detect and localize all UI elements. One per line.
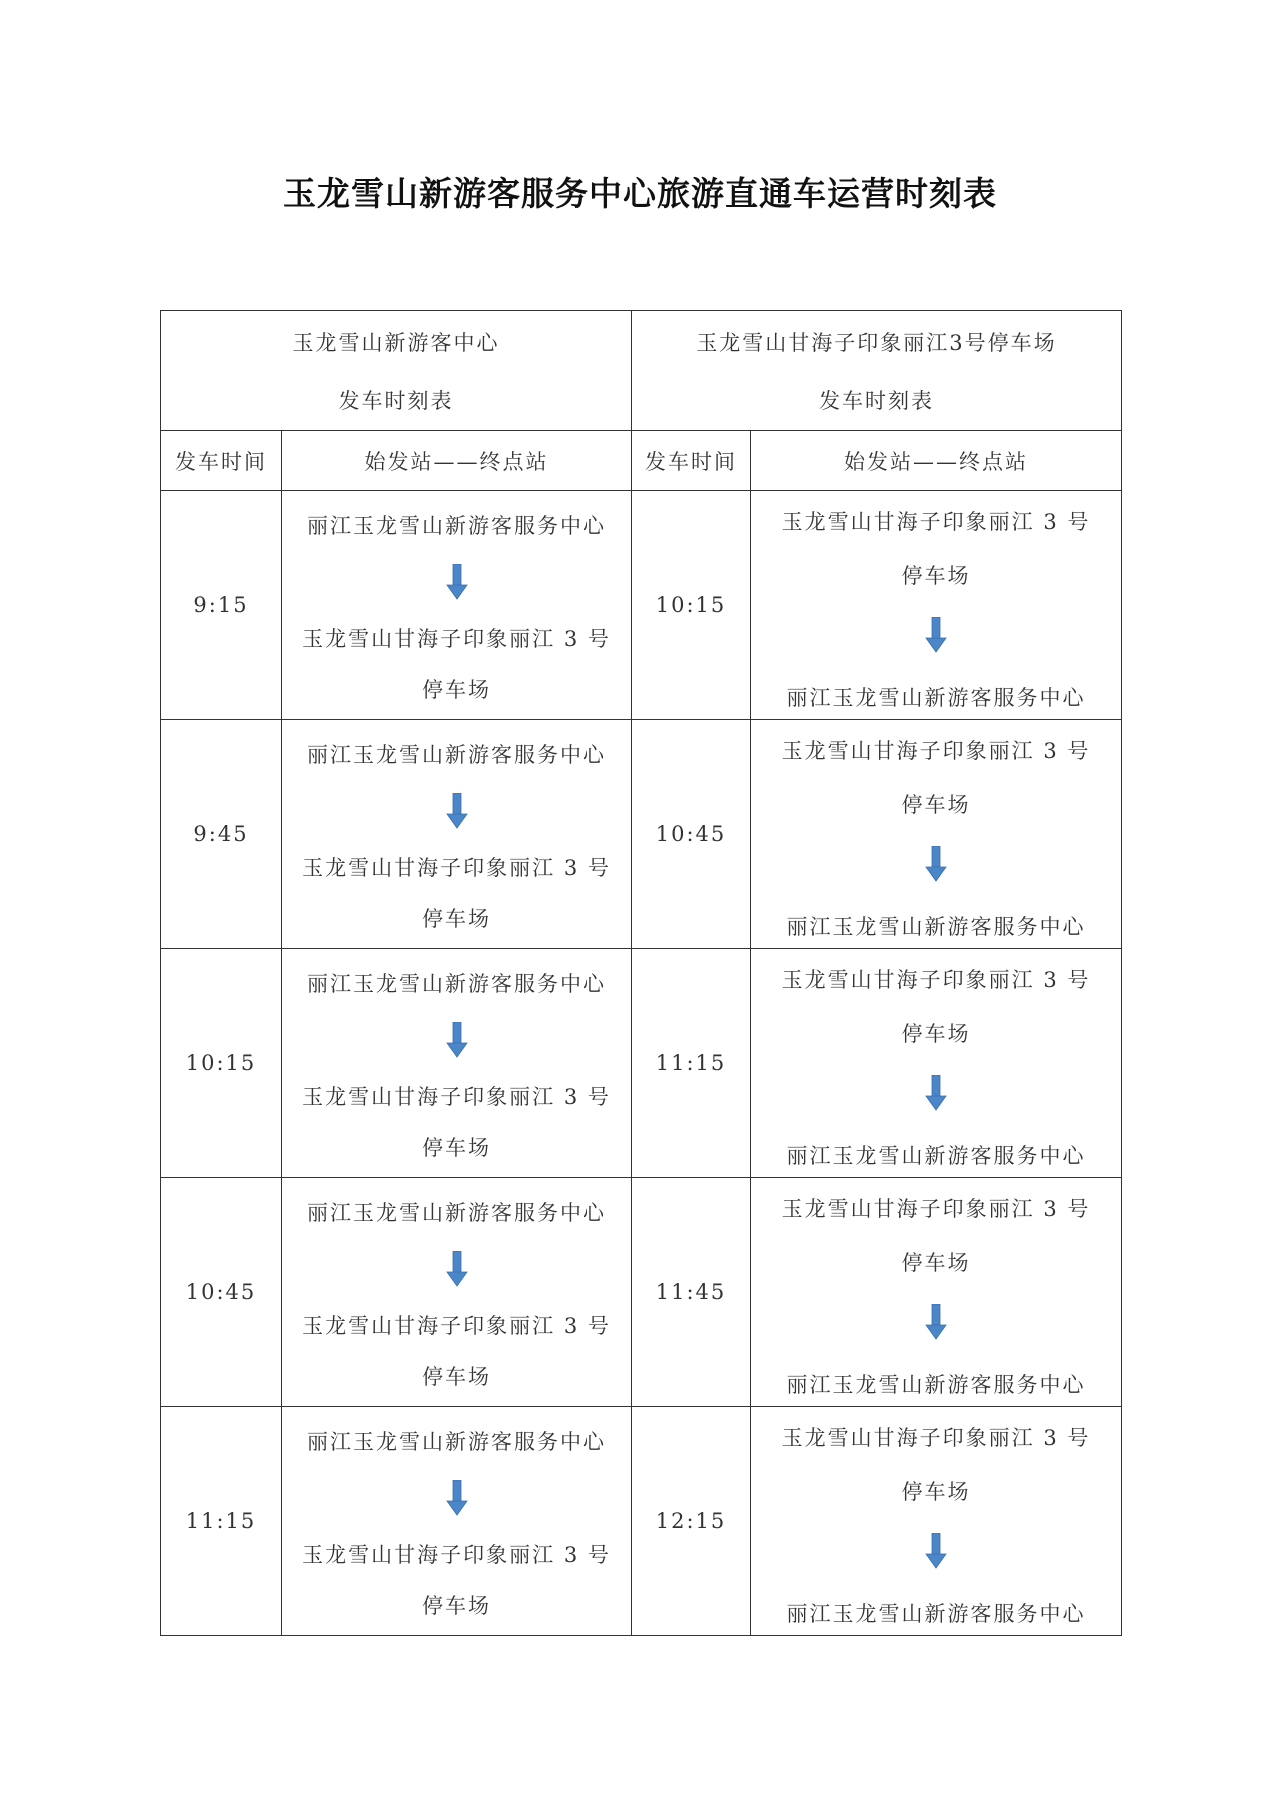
- route-origin-line2: 停车场: [901, 793, 971, 817]
- route-origin-line1: 玉龙雪山甘海子印象丽江 3 号: [781, 1426, 1091, 1450]
- route-destination: 丽江玉龙雪山新游客服务中心: [786, 686, 1086, 710]
- column-header-right-route: 始发站——终点站: [751, 431, 1122, 491]
- right-route-cell: [751, 949, 1122, 1178]
- down-arrow-icon: [925, 1075, 947, 1111]
- right-route-cell: [751, 720, 1122, 949]
- down-arrow-icon: [925, 1533, 947, 1569]
- table-row: [161, 720, 1122, 949]
- right-departure-time: 10:15: [632, 491, 751, 720]
- down-arrow-icon: [925, 1304, 947, 1340]
- left-station-header: [161, 311, 632, 431]
- column-header-right-time: 发车时间: [632, 431, 751, 491]
- route-origin-line1: 玉龙雪山甘海子印象丽江 3 号: [781, 968, 1091, 992]
- left-departure-time: 11:15: [161, 1407, 282, 1636]
- route-origin: 丽江玉龙雪山新游客服务中心: [307, 514, 606, 538]
- table-row: [161, 1407, 1122, 1636]
- right-departure-time: 10:45: [632, 720, 751, 949]
- route-destination-line2: 停车场: [422, 1593, 491, 1618]
- left-departure-time: 10:15: [161, 949, 282, 1178]
- left-departure-time: 9:15: [161, 491, 282, 720]
- route-destination-line1: 玉龙雪山甘海子印象丽江 3 号: [302, 1542, 611, 1567]
- left-route-cell: [282, 1407, 632, 1636]
- timetable: [160, 310, 1122, 1636]
- route-destination-line2: 停车场: [422, 1364, 491, 1389]
- route-origin: 丽江玉龙雪山新游客服务中心: [307, 743, 606, 767]
- down-arrow-icon: [446, 793, 468, 829]
- route-origin-line2: 停车场: [901, 1480, 971, 1504]
- down-arrow-icon: [925, 846, 947, 882]
- route-destination: 丽江玉龙雪山新游客服务中心: [786, 1602, 1086, 1626]
- route-destination-line2: 停车场: [422, 677, 491, 702]
- right-departure-time: 11:45: [632, 1178, 751, 1407]
- route-destination: 丽江玉龙雪山新游客服务中心: [786, 915, 1086, 939]
- route-destination-line1: 玉龙雪山甘海子印象丽江 3 号: [302, 1084, 611, 1109]
- route-destination: 丽江玉龙雪山新游客服务中心: [786, 1144, 1086, 1168]
- down-arrow-icon: [446, 1022, 468, 1058]
- right-station-name: 玉龙雪山甘海子印象丽江3号停车场: [696, 330, 1057, 355]
- table-row: [161, 949, 1122, 1178]
- route-origin: 丽江玉龙雪山新游客服务中心: [307, 1430, 606, 1454]
- right-station-header: [632, 311, 1122, 431]
- column-header-left-route: 始发站——终点站: [282, 431, 632, 491]
- route-destination-line1: 玉龙雪山甘海子印象丽江 3 号: [302, 1313, 611, 1338]
- down-arrow-icon: [446, 564, 468, 600]
- route-destination-line1: 玉龙雪山甘海子印象丽江 3 号: [302, 626, 611, 651]
- left-departure-time: 9:45: [161, 720, 282, 949]
- right-departure-time: 11:15: [632, 949, 751, 1178]
- left-route-cell: [282, 1178, 632, 1407]
- route-origin: 丽江玉龙雪山新游客服务中心: [307, 972, 606, 996]
- table-row: [161, 1178, 1122, 1407]
- route-destination-line1: 玉龙雪山甘海子印象丽江 3 号: [302, 855, 611, 880]
- right-route-cell: [751, 1178, 1122, 1407]
- right-route-cell: [751, 1407, 1122, 1636]
- right-departure-time: 12:15: [632, 1407, 751, 1636]
- page-title: 玉龙雪山新游客服务中心旅游直通车运营时刻表: [283, 174, 997, 213]
- right-station-caption: 发车时刻表: [819, 388, 934, 413]
- column-header-left-time: 发车时间: [161, 431, 282, 491]
- route-origin-line1: 玉龙雪山甘海子印象丽江 3 号: [781, 510, 1091, 534]
- route-origin: 丽江玉龙雪山新游客服务中心: [307, 1201, 606, 1225]
- header-row-columns: [161, 431, 1122, 491]
- left-route-cell: [282, 949, 632, 1178]
- route-origin-line2: 停车场: [901, 1251, 971, 1275]
- route-origin-line2: 停车场: [901, 1022, 971, 1046]
- route-origin-line2: 停车场: [901, 564, 971, 588]
- left-route-cell: [282, 720, 632, 949]
- route-destination-line2: 停车场: [422, 906, 491, 931]
- down-arrow-icon: [446, 1480, 468, 1516]
- header-row-stations: [161, 311, 1122, 431]
- route-destination-line2: 停车场: [422, 1135, 491, 1160]
- left-route-cell: [282, 491, 632, 720]
- left-station-caption: 发车时刻表: [338, 388, 454, 413]
- route-destination: 丽江玉龙雪山新游客服务中心: [786, 1373, 1086, 1397]
- down-arrow-icon: [925, 617, 947, 653]
- right-route-cell: [751, 491, 1122, 720]
- left-station-name: 玉龙雪山新游客中心: [292, 330, 500, 355]
- table-row: [161, 491, 1122, 720]
- left-departure-time: 10:45: [161, 1178, 282, 1407]
- route-origin-line1: 玉龙雪山甘海子印象丽江 3 号: [781, 739, 1091, 763]
- route-origin-line1: 玉龙雪山甘海子印象丽江 3 号: [781, 1197, 1091, 1221]
- down-arrow-icon: [446, 1251, 468, 1287]
